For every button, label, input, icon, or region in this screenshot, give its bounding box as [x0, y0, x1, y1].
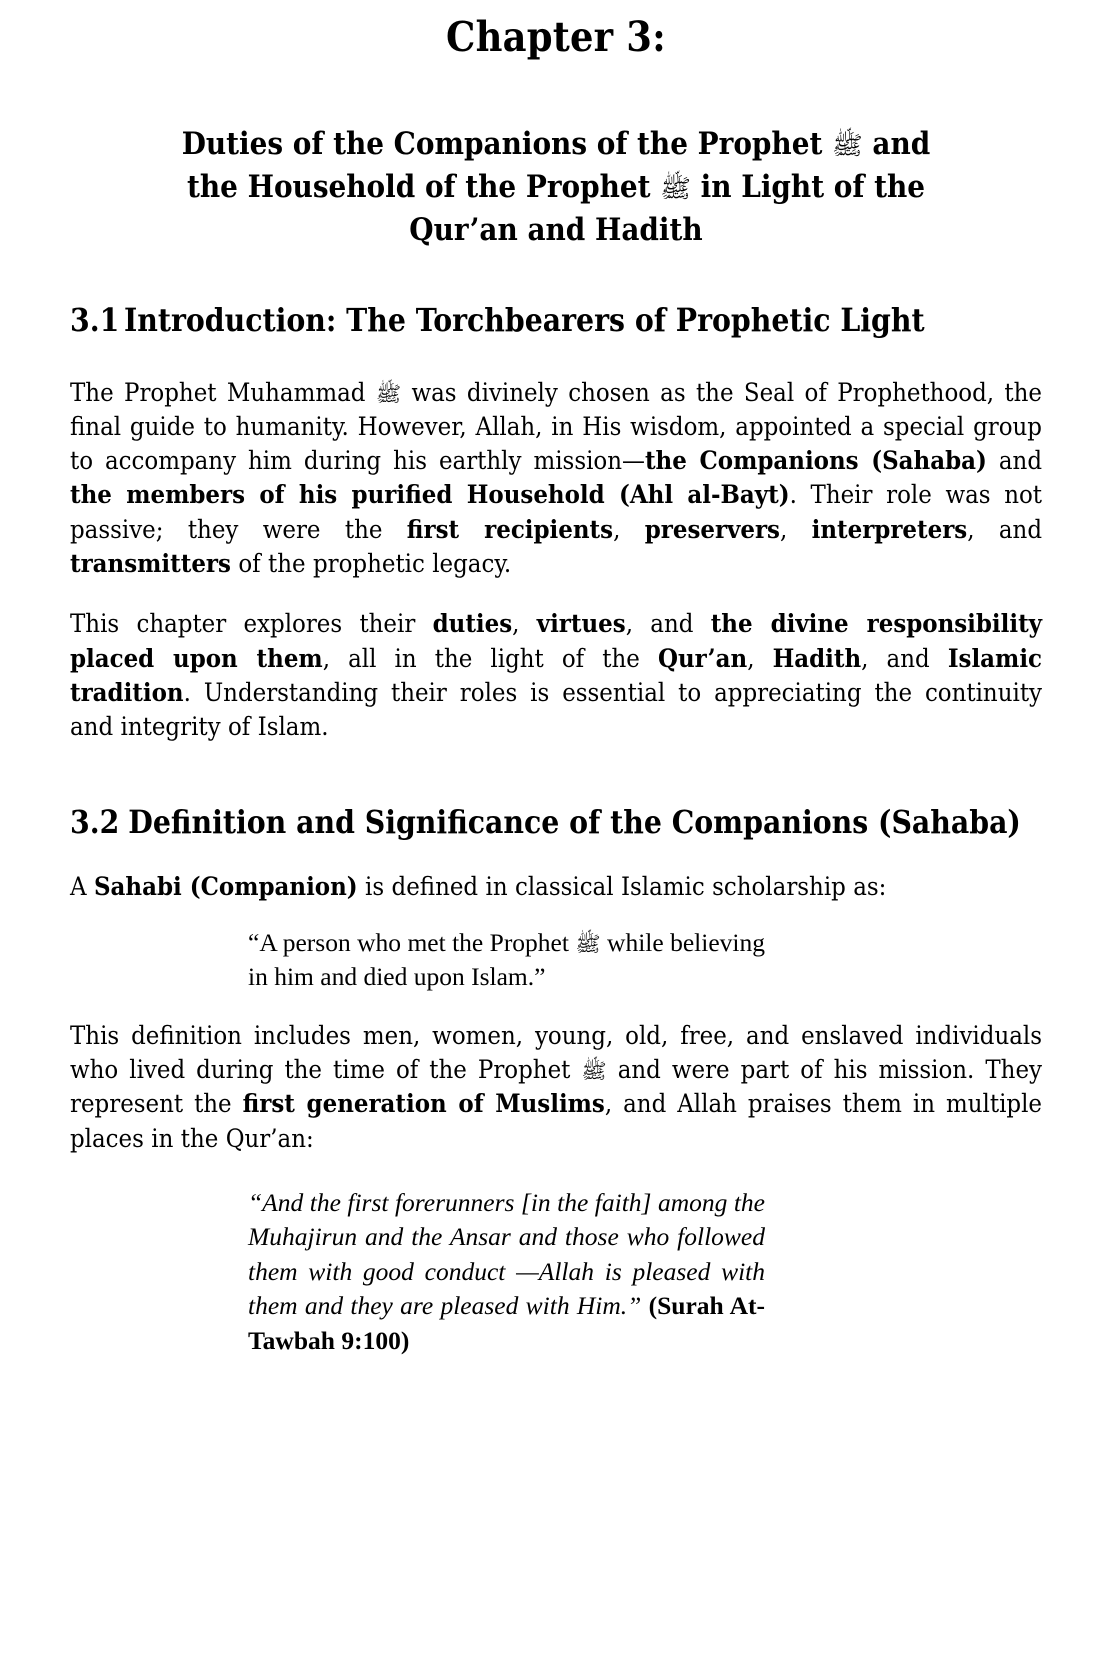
emphasis-bold: preservers: [644, 514, 780, 545]
paragraph-intro-1: [70, 343, 1042, 582]
salawat-glyph: ﷺ: [575, 931, 601, 956]
blockquote-sahabi-definition: [248, 904, 765, 995]
text-run: , and: [625, 609, 711, 640]
text-run: A: [70, 871, 94, 902]
emphasis-bold: Hadith: [772, 643, 862, 674]
section-heading-3-1: [70, 251, 1042, 342]
text-run: is defined in classical Islamic scholarship as:: [357, 871, 887, 902]
section-number-3-2: 3.2: [70, 803, 120, 841]
emphasis-bold: duties: [432, 609, 513, 640]
chapter-label: Chapter 3:: [446, 13, 666, 61]
text-run: and were part of his mission. They represent the: [70, 1055, 1042, 1120]
paragraph-intro-2: [70, 581, 1042, 744]
emphasis-bold: Sahabi (Companion): [93, 871, 358, 902]
emphasis-italic: “And the first forerunners [in the faith] among the Muhajirun and the Ansar and those who followed them with good conduct —Allah is pleased with them and they are pleased with Him.”: [248, 1188, 765, 1321]
emphasis-bold: the divine responsibility placed upon them: [70, 609, 1043, 674]
section-number-3-1: 3.1: [70, 302, 120, 340]
emphasis-bold: the Companions (Sahaba): [644, 446, 987, 477]
text-run: while believing in him and died upon Islam.”: [248, 927, 765, 992]
text-run: , and: [861, 643, 948, 674]
emphasis-bold: first generation of Muslims: [242, 1089, 605, 1120]
quran-reference: (Surah At-Tawbah 9:100): [248, 1291, 765, 1355]
section-title-3-2: Definition and Significance of the Companions (Sahaba): [128, 803, 1021, 841]
text-run: This definition includes men, women, young, old, free, and enslaved individuals who lived during the time of the Prophet: [70, 1020, 1042, 1086]
emphasis-bold: interpreters: [811, 514, 968, 545]
text-run: “A person who met the Prophet: [248, 927, 576, 957]
text-run: , all in the light of the: [322, 643, 658, 674]
text-run: was divinely chosen as the Seal of Prophethood, the final guide to humanity. However, Allah, in His wisdom, appointed a special group to accompany him during his earthly mission—: [70, 377, 1042, 477]
text-run: . Understanding their roles is essential to appreciating the continuity and integrity of Islam.: [70, 677, 1042, 743]
emphasis-bold: Islamic tradition: [70, 643, 1043, 708]
text-run: of the prophetic legacy.: [230, 549, 512, 580]
chapter-title-line-3: Qur’an and Hadith: [409, 211, 703, 248]
text-run: ,: [779, 514, 812, 545]
text-run: ,: [512, 609, 537, 640]
blockquote-surah-at-tawbah: [248, 1156, 765, 1358]
text-run: This chapter explores their: [70, 609, 433, 640]
emphasis-bold: virtues: [536, 609, 626, 640]
emphasis-bold: first recipients: [406, 514, 614, 545]
text-run: and: [986, 446, 1042, 477]
paragraph-sahaba-definition-scope: [70, 995, 1042, 1156]
chapter-title-line-2: the Household of the Prophet ﷺ in Light of the: [186, 168, 925, 205]
chapter-title-line-1: Duties of the Companions of the Prophet ﷺ and: [181, 126, 931, 163]
emphasis-bold: transmitters: [70, 549, 231, 580]
text-run: ,: [613, 514, 645, 545]
chapter-title: [70, 61, 1042, 251]
salawat-glyph: ﷺ: [660, 172, 691, 203]
salawat-glyph: ﷺ: [832, 130, 863, 161]
salawat-glyph: ﷺ: [375, 381, 402, 406]
emphasis-bold: the members of his purified Household (Ahl al-Bayt): [70, 480, 790, 511]
paragraph-sahaba-definition-lead: [70, 844, 1042, 904]
emphasis-bold: Qur’an: [657, 643, 748, 674]
text-run: . Their role was not passive; they were the: [70, 480, 1042, 545]
salawat-glyph: ﷺ: [581, 1059, 607, 1084]
section-title-3-1: Introduction: The Torchbearers of Prophetic Light: [124, 302, 925, 340]
text-run: , and: [967, 514, 1042, 545]
section-heading-3-2: [70, 745, 1042, 844]
text-run: The Prophet Muhammad: [70, 377, 376, 408]
text-run: ,: [747, 643, 773, 674]
text-run: , and Allah praises them in multiple places in the Qur’an:: [70, 1089, 1042, 1154]
